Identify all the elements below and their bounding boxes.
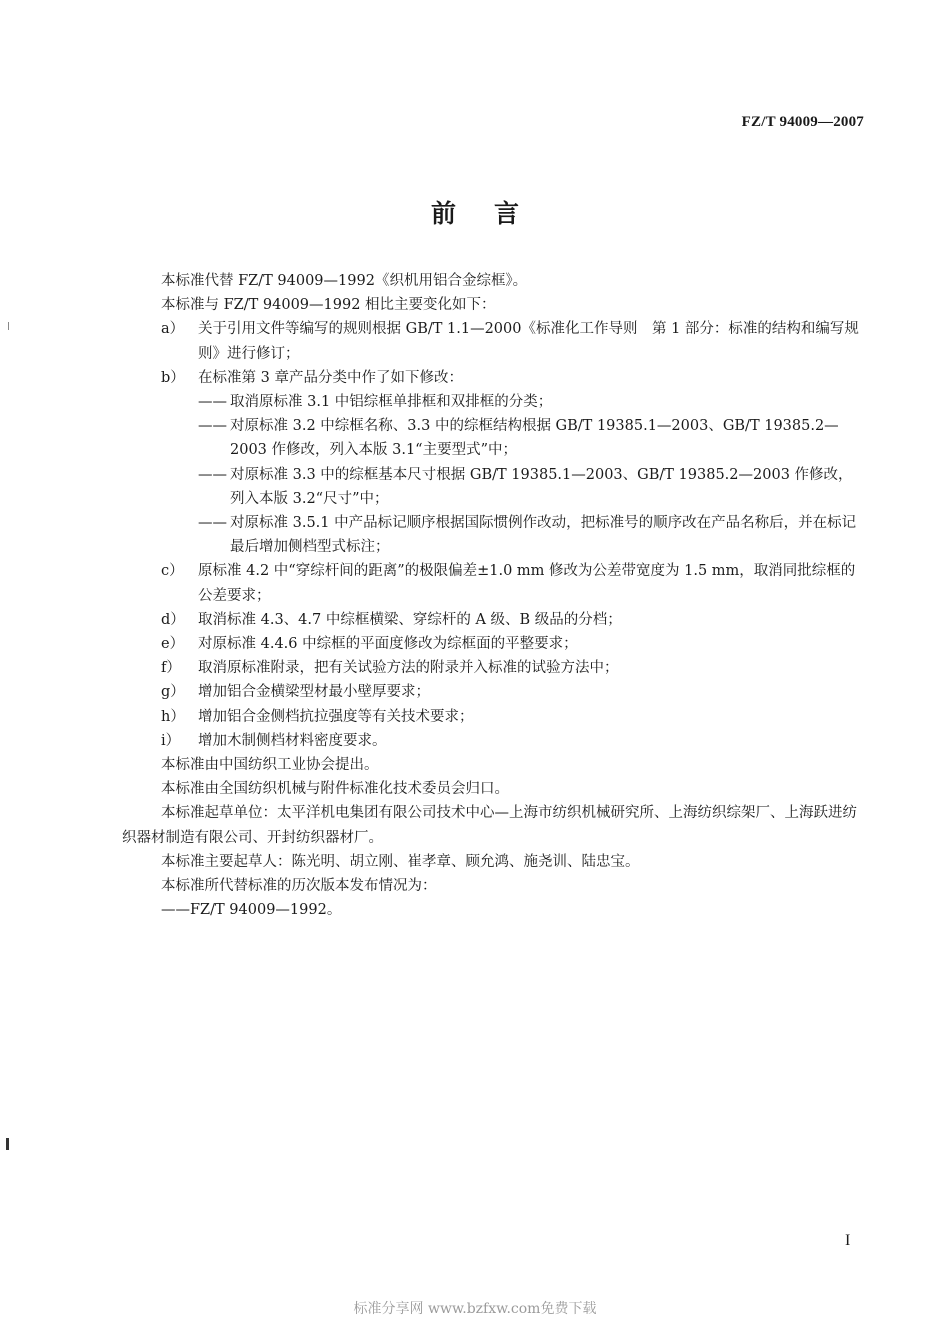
- paragraph: 本标准主要起草人：陈光明、胡立刚、崔孝章、顾允鸿、施尧训、陆忠宝。: [161, 853, 640, 870]
- list-label: d）: [161, 611, 185, 628]
- margin-mark: [6, 1138, 9, 1150]
- sublist-item: [122, 414, 866, 462]
- list-label: g）: [161, 684, 185, 701]
- dash-mark: ——: [161, 902, 190, 919]
- list-text: 增加铝合金侧档抗拉强度等有关技术要求；: [198, 708, 474, 725]
- list-text: 在标准第 3 章产品分类中作了如下修改：: [198, 369, 463, 386]
- list-text: 原标准 4.2 中“穿综杆间的距离”的极限偏差±1.0 mm 修改为公差带宽度为 1.5 mm，取消同批综框的公差要求；: [198, 563, 856, 604]
- paragraph: 本标准代替 FZ/T 94009—1992《织机用铝合金综框》。: [161, 273, 528, 289]
- paragraph: 本标准由中国纺织工业协会提出。: [161, 757, 379, 774]
- sublist-text: 对原标准 3.5.1 中产品标记顺序根据国际惯例作改动，把标准号的顺序改在产品名称后，并在标记最后增加侧档型式标注；: [230, 515, 857, 556]
- sublist-text: 对原标准 3.3 中的综框基本尺寸根据 GB/T 19385.1—2003、GB/T 19385.2—2003 作修改，列入本版 3.2“尺寸”中；: [230, 466, 853, 507]
- dash-mark: ——: [198, 418, 227, 435]
- list-label: c）: [161, 563, 184, 580]
- list-item: [122, 317, 866, 365]
- list-item: [122, 366, 866, 390]
- list-label: i）: [161, 732, 181, 749]
- page-number: I: [845, 1232, 851, 1249]
- list-label: f）: [161, 660, 181, 677]
- list-item: [122, 632, 866, 656]
- dash-mark: ——: [198, 466, 227, 483]
- list-text: 增加木制侧档材料密度要求。: [198, 732, 387, 749]
- standard-code: FZ/T 94009—2007: [741, 114, 864, 130]
- history-text: FZ/T 94009—1992。: [190, 902, 342, 919]
- list-label: a）: [161, 321, 185, 338]
- paragraph: 本标准所代替标准的历次版本发布情况为：: [161, 878, 437, 895]
- list-text: 关于引用文件等编写的规则根据 GB/T 1.1—2000《标准化工作导则 第 1 部分：标准的结构和编写规则》进行修订；: [198, 321, 859, 362]
- margin-tick: [8, 322, 9, 330]
- sublist-item: [122, 463, 866, 511]
- list-item: [122, 559, 866, 607]
- dash-mark: ——: [198, 394, 227, 411]
- list-item: [122, 705, 866, 729]
- list-item: [122, 680, 866, 704]
- sublist-item: [122, 390, 866, 414]
- footer-watermark[interactable]: 标准分享网 www.bzfxw.com免费下载: [353, 1301, 597, 1317]
- list-item: [122, 608, 866, 632]
- list-item: [122, 656, 866, 680]
- paragraph: 本标准起草单位：太平洋机电集团有限公司技术中心—上海市纺织机械研究所、上海纺织综架厂、上海跃进纺织器材制造有限公司、开封纺织器材厂。: [122, 805, 857, 846]
- page-title: 前言: [430, 199, 557, 228]
- history-item: [122, 898, 866, 922]
- list-text: 增加铝合金横梁型材最小壁厚要求；: [198, 684, 430, 701]
- paragraph: 本标准由全国纺织机械与附件标准化技术委员会归口。: [161, 781, 509, 798]
- list-text: 取消原标准附录，把有关试验方法的附录并入标准的试验方法中；: [198, 660, 619, 677]
- sublist-text: 对原标准 3.2 中综框名称、3.3 中的综框结构根据 GB/T 19385.1—2003、GB/T 19385.2—2003 作修改，列入本版 3.1“主要型式”中；: [230, 418, 839, 459]
- document-body: [122, 269, 866, 922]
- list-label: e）: [161, 636, 185, 653]
- list-item: [122, 729, 866, 753]
- sublist-text: 取消原标准 3.1 中铝综框单排框和双排框的分类；: [230, 394, 553, 411]
- sublist-item: [122, 511, 866, 559]
- list-text: 取消标准 4.3、4.7 中综框横梁、穿综杆的 A 级、B 级品的分档；: [198, 611, 622, 628]
- dash-mark: ——: [198, 515, 227, 532]
- list-text: 对原标准 4.4.6 中综框的平面度修改为综框面的平整要求；: [198, 636, 578, 653]
- list-label: b）: [161, 369, 185, 386]
- paragraph: 本标准与 FZ/T 94009—1992 相比主要变化如下：: [161, 297, 496, 314]
- list-label: h）: [161, 708, 185, 725]
